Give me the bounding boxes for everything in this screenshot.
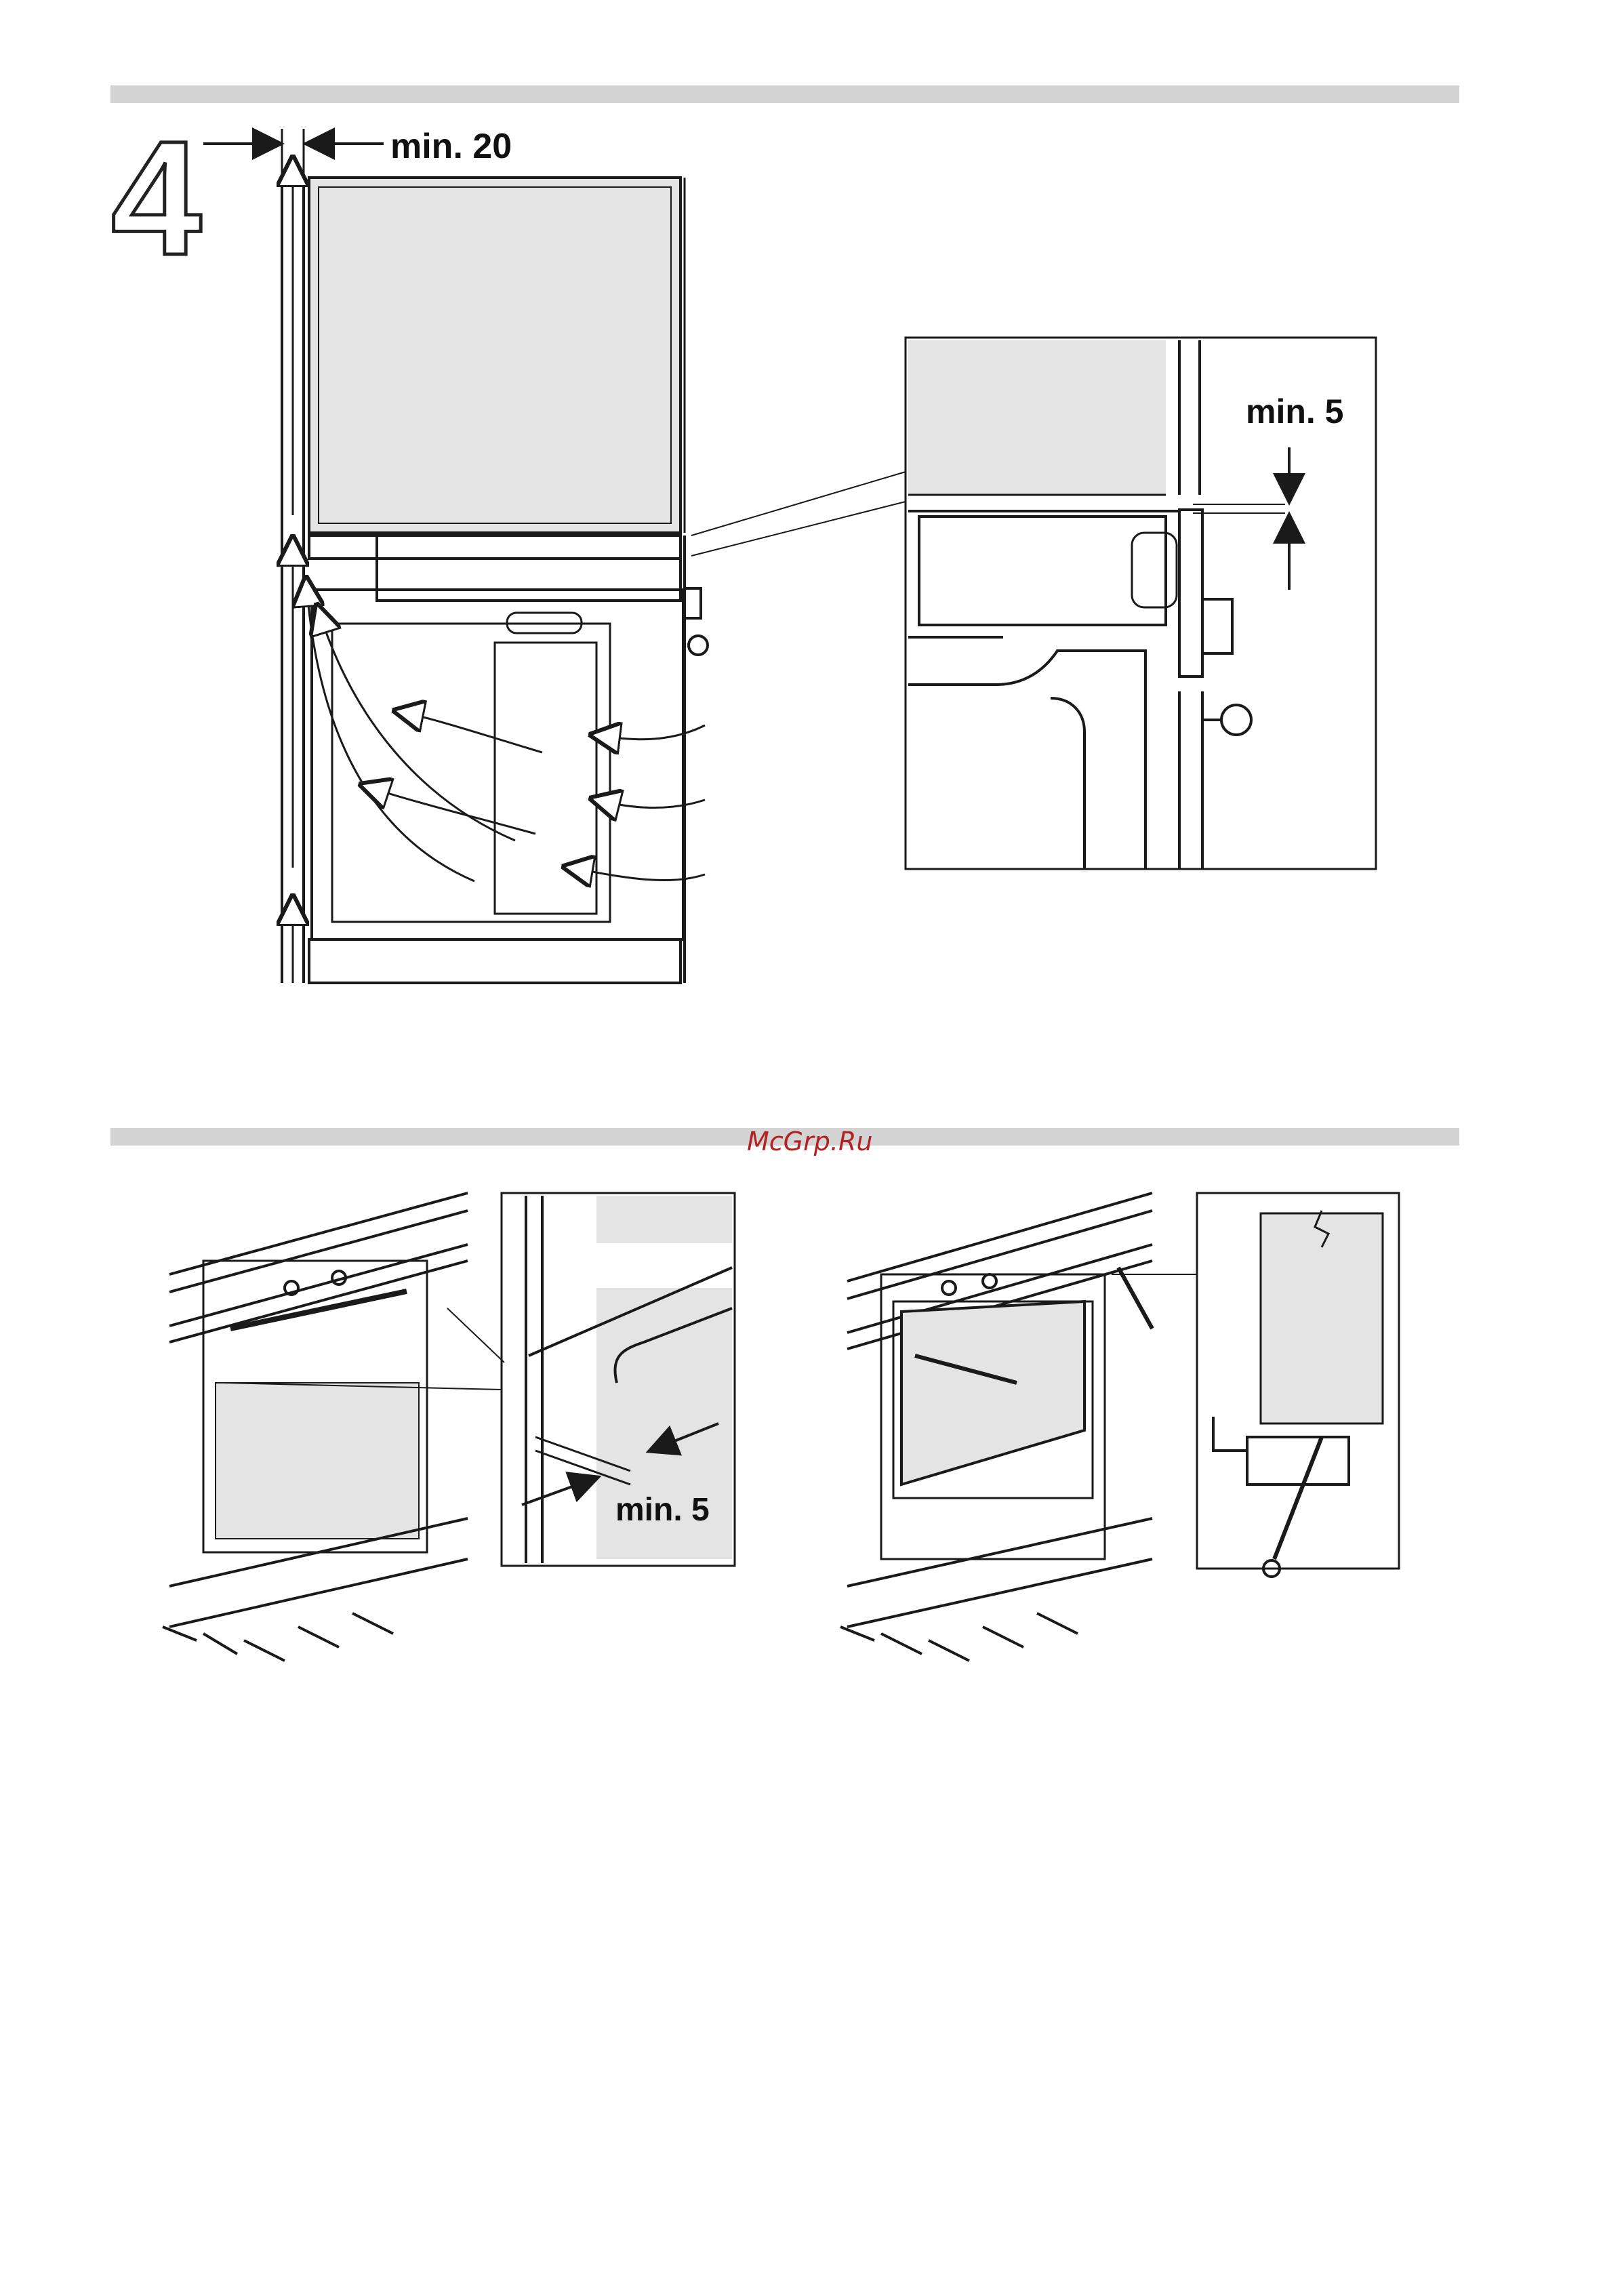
control-box <box>685 588 701 618</box>
step-number: 4 <box>111 107 202 289</box>
cabinet-section-diagram <box>203 129 906 983</box>
callout-line-bottom <box>691 502 906 556</box>
lower-cabinet <box>309 940 681 983</box>
min-gap-5-front-label: min. 5 <box>615 1492 710 1528</box>
shelf-band <box>309 536 681 559</box>
control-knob <box>689 636 708 655</box>
screw-fixing-diagram <box>840 1193 1197 1661</box>
min-gap-20-label: min. 20 <box>390 127 512 166</box>
oven-cavity <box>332 624 610 922</box>
upper-cabinet <box>309 178 681 533</box>
oven-installed-diagram <box>163 1193 504 1661</box>
min-gap-5-label: min. 5 <box>1246 392 1344 430</box>
watermark-text: McGrp.Ru <box>747 1127 873 1156</box>
oven-cavity-divider <box>495 643 596 914</box>
screw-side <box>1118 1268 1152 1329</box>
oven-door-handle <box>230 1291 407 1329</box>
callout-line-top <box>691 472 906 536</box>
detail-box-screw <box>1197 1193 1399 1577</box>
